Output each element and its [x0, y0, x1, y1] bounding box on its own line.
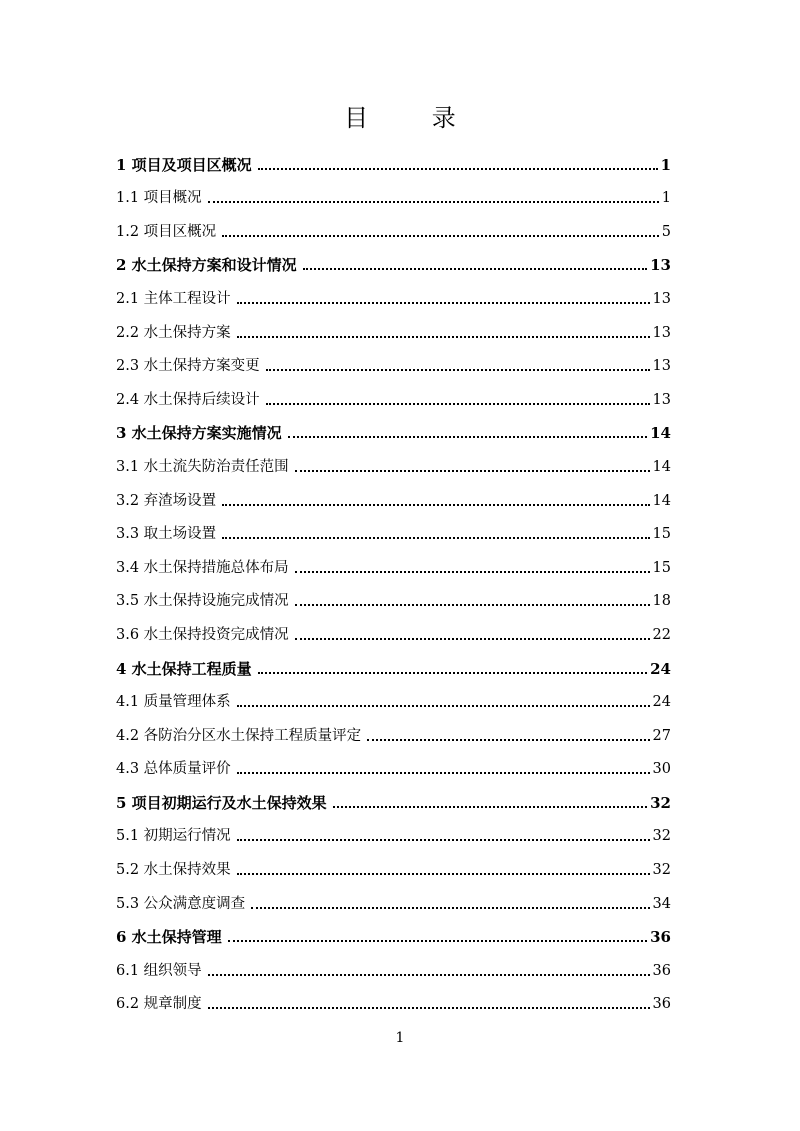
dot-leader [237, 873, 650, 875]
toc-chapter-entry[interactable] [116, 779, 671, 813]
toc-entry-label: 6.2 规章制度 [116, 996, 202, 1013]
dot-leader [237, 705, 650, 707]
dot-leader [266, 403, 650, 405]
toc-chapter-entry[interactable] [116, 141, 671, 175]
toc-entry-label: 1.2 项目区概况 [116, 223, 217, 240]
toc-entry-page: 1 [661, 190, 671, 207]
toc-entry-label: 1 项目及项目区概况 [116, 155, 252, 174]
toc-section-entry[interactable] [116, 443, 671, 477]
toc-entry-page: 36 [652, 962, 671, 979]
dot-leader [237, 302, 650, 304]
toc-entry-page: 34 [652, 895, 671, 912]
toc-entry-label: 1.1 项目概况 [116, 190, 202, 207]
toc-entry-page: 15 [652, 559, 671, 576]
page-title: 目 录 [344, 104, 484, 132]
dot-leader [237, 772, 650, 774]
dot-leader [303, 268, 647, 270]
toc-section-entry[interactable] [116, 746, 671, 780]
toc-entry-page: 13 [652, 391, 671, 408]
toc-section-entry[interactable] [116, 846, 671, 880]
toc-entry-label: 3.1 水土流失防治责任范围 [116, 458, 289, 475]
dot-leader [295, 571, 650, 573]
toc-entry-page: 5 [661, 223, 671, 240]
toc-section-entry[interactable] [116, 712, 671, 746]
toc-entry-label: 6.1 组织领导 [116, 962, 202, 979]
toc-entry-label: 3 水土保持方案实施情况 [116, 424, 282, 443]
toc-entry-page: 32 [652, 862, 671, 879]
toc-section-entry[interactable] [116, 275, 671, 309]
toc-entry-page: 22 [652, 626, 671, 643]
toc-entry-page: 36 [652, 996, 671, 1013]
toc-entry-page: 18 [652, 593, 671, 610]
toc-entry-label: 3.6 水土保持投资完成情况 [116, 626, 289, 643]
dot-leader [237, 839, 650, 841]
toc-section-entry[interactable] [116, 813, 671, 847]
toc-entry-label: 3.4 水土保持措施总体布局 [116, 559, 289, 576]
dot-leader [222, 537, 649, 539]
dot-leader [208, 1007, 650, 1009]
toc-entry-page: 13 [652, 324, 671, 341]
dot-leader [295, 638, 650, 640]
toc-entry-page: 14 [652, 458, 671, 475]
toc-entry-page: 30 [652, 761, 671, 778]
dot-leader [228, 940, 647, 942]
dot-leader [295, 604, 650, 606]
table-of-contents [116, 141, 671, 1014]
dot-leader [266, 369, 650, 371]
toc-entry-page: 1 [660, 155, 671, 174]
toc-chapter-entry[interactable] [116, 410, 671, 444]
page-number: 1 [395, 1030, 405, 1046]
toc-entry-page: 14 [652, 492, 671, 509]
toc-entry-label: 6 水土保持管理 [116, 928, 222, 947]
toc-entry-label: 4.1 质量管理体系 [116, 694, 231, 711]
dot-leader [295, 470, 650, 472]
dot-leader [208, 974, 650, 976]
toc-chapter-entry[interactable] [116, 914, 671, 948]
toc-section-entry[interactable] [116, 544, 671, 578]
toc-section-entry[interactable] [116, 679, 671, 713]
dot-leader [258, 168, 658, 170]
toc-section-entry[interactable] [116, 947, 671, 981]
toc-section-entry[interactable] [116, 611, 671, 645]
toc-section-entry[interactable] [116, 376, 671, 410]
toc-entry-label: 2 水土保持方案和设计情况 [116, 256, 297, 275]
dot-leader [208, 201, 659, 203]
toc-entry-label: 3.2 弃渣场设置 [116, 492, 217, 509]
dot-leader [333, 806, 647, 808]
toc-chapter-entry[interactable] [116, 645, 671, 679]
toc-entry-label: 4 水土保持工程质量 [116, 659, 252, 678]
toc-entry-page: 13 [652, 290, 671, 307]
dot-leader [251, 907, 649, 909]
toc-entry-label: 2.2 水土保持方案 [116, 324, 231, 341]
toc-entry-page: 15 [652, 526, 671, 543]
toc-section-entry[interactable] [116, 175, 671, 209]
toc-section-entry[interactable] [116, 208, 671, 242]
toc-section-entry[interactable] [116, 981, 671, 1015]
toc-entry-label: 5.3 公众满意度调查 [116, 895, 246, 912]
dot-leader [288, 436, 647, 438]
toc-entry-label: 4.2 各防治分区水土保持工程质量评定 [116, 727, 362, 744]
toc-section-entry[interactable] [116, 309, 671, 343]
toc-entry-label: 2.1 主体工程设计 [116, 290, 231, 307]
toc-entry-label: 3.5 水土保持设施完成情况 [116, 593, 289, 610]
toc-entry-label: 2.3 水土保持方案变更 [116, 358, 260, 375]
toc-entry-page: 13 [650, 256, 671, 275]
toc-entry-page: 13 [652, 358, 671, 375]
toc-entry-label: 2.4 水土保持后续设计 [116, 391, 260, 408]
toc-section-entry[interactable] [116, 511, 671, 545]
dot-leader [367, 739, 649, 741]
toc-entry-page: 14 [650, 424, 671, 443]
dot-leader [222, 504, 649, 506]
toc-entry-label: 3.3 取土场设置 [116, 526, 217, 543]
toc-entry-label: 5 项目初期运行及水土保持效果 [116, 793, 327, 812]
dot-leader [258, 672, 647, 674]
dot-leader [222, 235, 659, 237]
dot-leader [237, 336, 650, 338]
toc-entry-page: 24 [652, 694, 671, 711]
toc-entry-page: 24 [650, 659, 671, 678]
toc-entry-label: 4.3 总体质量评价 [116, 761, 231, 778]
toc-section-entry[interactable] [116, 477, 671, 511]
toc-entry-page: 27 [652, 727, 671, 744]
toc-section-entry[interactable] [116, 880, 671, 914]
toc-section-entry[interactable] [116, 343, 671, 377]
toc-entry-page: 36 [650, 928, 671, 947]
toc-entry-label: 5.2 水土保持效果 [116, 862, 231, 879]
toc-chapter-entry[interactable] [116, 242, 671, 276]
toc-entry-label: 5.1 初期运行情况 [116, 828, 231, 845]
toc-entry-page: 32 [650, 793, 671, 812]
toc-section-entry[interactable] [116, 578, 671, 612]
toc-entry-page: 32 [652, 828, 671, 845]
